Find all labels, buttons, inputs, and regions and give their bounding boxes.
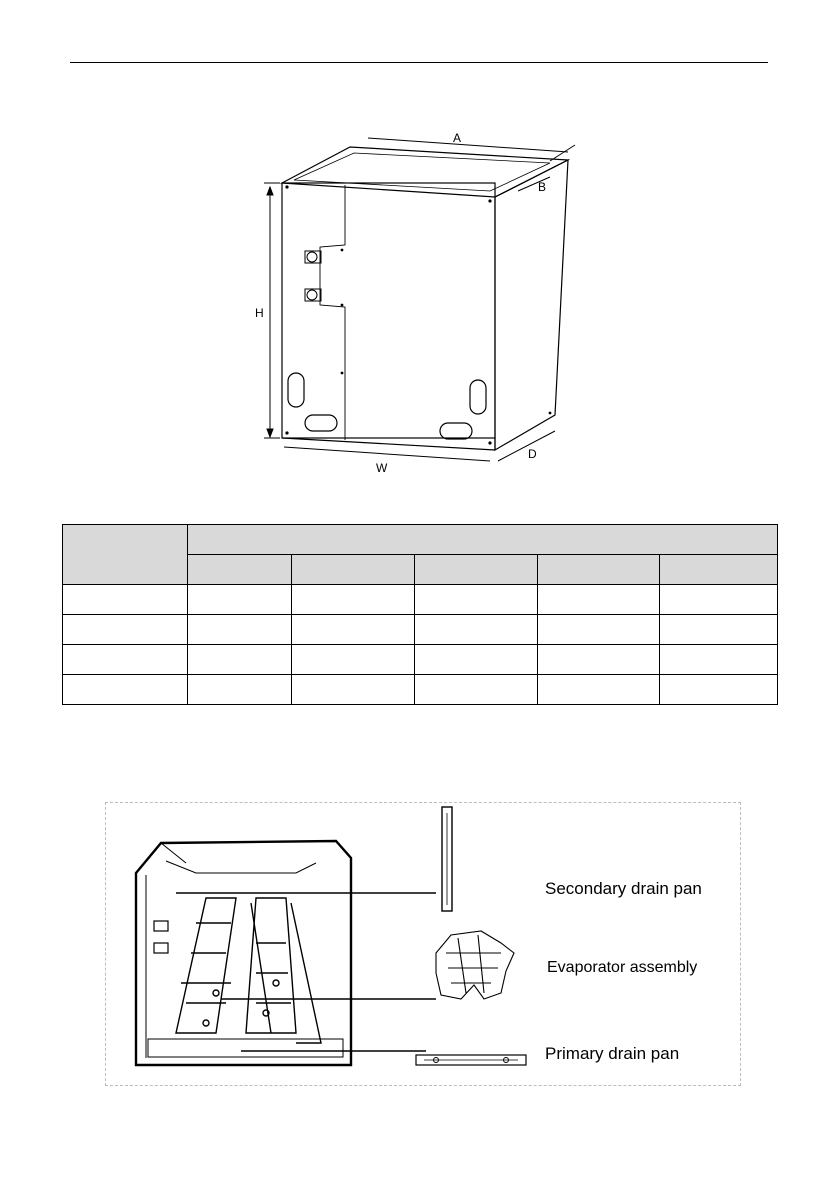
table-cell — [660, 585, 778, 615]
label-primary-drain-pan: Primary drain pan — [545, 1044, 680, 1063]
label-evaporator-assembly: Evaporator assembly — [547, 959, 698, 976]
dim-label-a: A — [453, 131, 462, 145]
dim-label-w: W — [376, 461, 388, 475]
table-subheader — [188, 555, 292, 585]
table-cell — [292, 675, 415, 705]
table-header-dimensions — [188, 525, 778, 555]
dim-label-b: B — [538, 180, 547, 194]
table-cell — [63, 615, 188, 645]
table-cell — [63, 585, 188, 615]
table-cell — [415, 615, 538, 645]
header-rule — [70, 62, 768, 63]
table-cell — [292, 585, 415, 615]
dim-label-d: D — [528, 447, 537, 461]
dim-label-h: H — [255, 306, 264, 320]
table-cell — [660, 675, 778, 705]
table-cell — [188, 645, 292, 675]
table-row — [63, 675, 778, 705]
table-cell — [188, 585, 292, 615]
unit-dimension-diagram — [250, 125, 590, 480]
dimension-table — [62, 524, 778, 705]
table-cell — [538, 645, 660, 675]
table-cell — [292, 645, 415, 675]
table-subheader — [538, 555, 660, 585]
table-cell — [538, 615, 660, 645]
table-cell — [415, 585, 538, 615]
table-cell — [188, 675, 292, 705]
table-cell — [188, 615, 292, 645]
table-header-model — [63, 525, 188, 585]
table-row — [63, 615, 778, 645]
table-cell — [538, 585, 660, 615]
table-cell — [415, 645, 538, 675]
table-cell — [660, 615, 778, 645]
table-row — [63, 585, 778, 615]
table-subheader — [292, 555, 415, 585]
table-cell — [63, 645, 188, 675]
table-cell — [292, 615, 415, 645]
table-cell — [63, 675, 188, 705]
table-cell — [660, 645, 778, 675]
label-secondary-drain-pan: Secondary drain pan — [545, 879, 702, 898]
table-subheader — [415, 555, 538, 585]
table-subheader — [660, 555, 778, 585]
table-cell — [415, 675, 538, 705]
table-cell — [538, 675, 660, 705]
components-figure — [105, 802, 741, 1086]
table-row — [63, 645, 778, 675]
